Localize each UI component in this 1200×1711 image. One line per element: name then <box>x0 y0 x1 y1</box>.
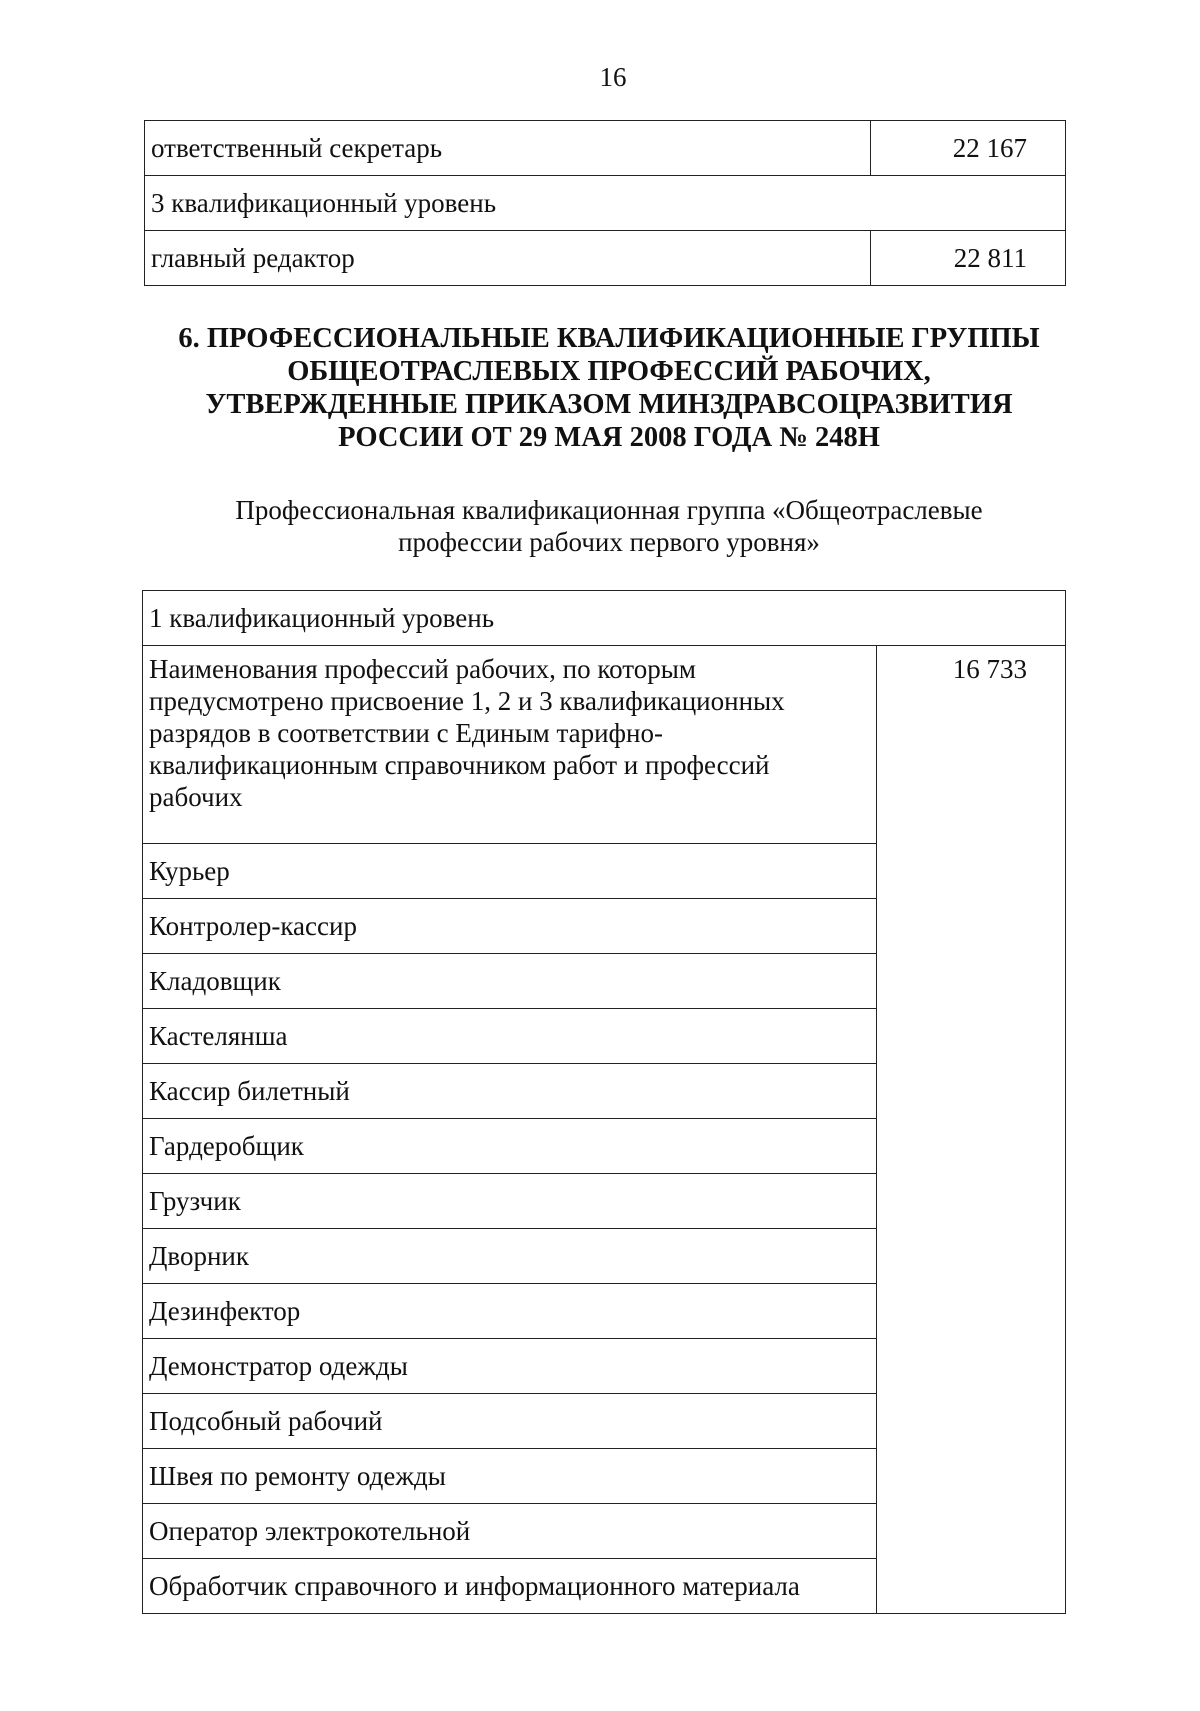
qualification-level-cell: 3 квалификационный уровень <box>145 176 1066 231</box>
salary-cell: 22 811 <box>871 231 1066 286</box>
table-row <box>143 646 1066 844</box>
profession-cell: Оператор электрокотельной <box>143 1504 877 1559</box>
profession-cell: Дезинфектор <box>143 1284 877 1339</box>
salary-cell: 16 733 <box>876 646 1065 1614</box>
profession-cell: Обработчик справочного и информационного материала <box>143 1559 877 1614</box>
profession-cell: Кладовщик <box>143 954 877 1009</box>
table-row <box>143 591 1066 646</box>
page-number: 16 <box>599 62 627 92</box>
salary-table-continued <box>144 120 1066 286</box>
profession-cell: Подсобный рабочий <box>143 1394 877 1449</box>
position-name-cell: ответственный секретарь <box>145 121 871 176</box>
profession-cell: Гардеробщик <box>143 1119 877 1174</box>
table-row <box>145 176 1066 231</box>
group-title <box>150 494 1068 558</box>
profession-cell: Кассир билетный <box>143 1064 877 1119</box>
section-heading <box>150 322 1068 454</box>
professions-table <box>142 590 1066 1614</box>
group-title-line: Профессиональная квалификационная группа «Общеотраслевые <box>235 495 983 525</box>
profession-cell: Демонстратор одежды <box>143 1339 877 1394</box>
position-name-cell: главный редактор <box>145 231 871 286</box>
profession-cell: Контролер-кассир <box>143 899 877 954</box>
table-row <box>145 231 1066 286</box>
qualification-level-cell: 1 квалификационный уровень <box>143 591 1066 646</box>
profession-cell: Дворник <box>143 1229 877 1284</box>
section-heading-line: РОССИИ ОТ 29 МАЯ 2008 ГОДА № 248Н <box>338 422 880 453</box>
group-title-line: профессии рабочих первого уровня» <box>398 527 820 557</box>
salary-cell: 22 167 <box>871 121 1066 176</box>
profession-cell: Кастелянша <box>143 1009 877 1064</box>
profession-description-cell: Наименования профессий рабочих, по которым предусмотрено присвоение 1, 2 и 3 квалификационных разрядов в соответствии с Единым тарифно-квалификационным справочником работ и профессий рабочих <box>143 646 877 844</box>
table-row <box>145 121 1066 176</box>
profession-cell: Грузчик <box>143 1174 877 1229</box>
profession-cell: Швея по ремонту одежды <box>143 1449 877 1504</box>
section-heading-line: 6. ПРОФЕССИОНАЛЬНЫЕ КВАЛИФИКАЦИОННЫЕ ГРУППЫ <box>178 323 1040 354</box>
section-heading-line: ОБЩЕОТРАСЛЕВЫХ ПРОФЕССИЙ РАБОЧИХ, <box>287 356 931 387</box>
section-heading-line: УТВЕРЖДЕННЫЕ ПРИКАЗОМ МИНЗДРАВСОЦРАЗВИТИЯ <box>205 389 1013 420</box>
profession-cell: Курьер <box>143 844 877 899</box>
